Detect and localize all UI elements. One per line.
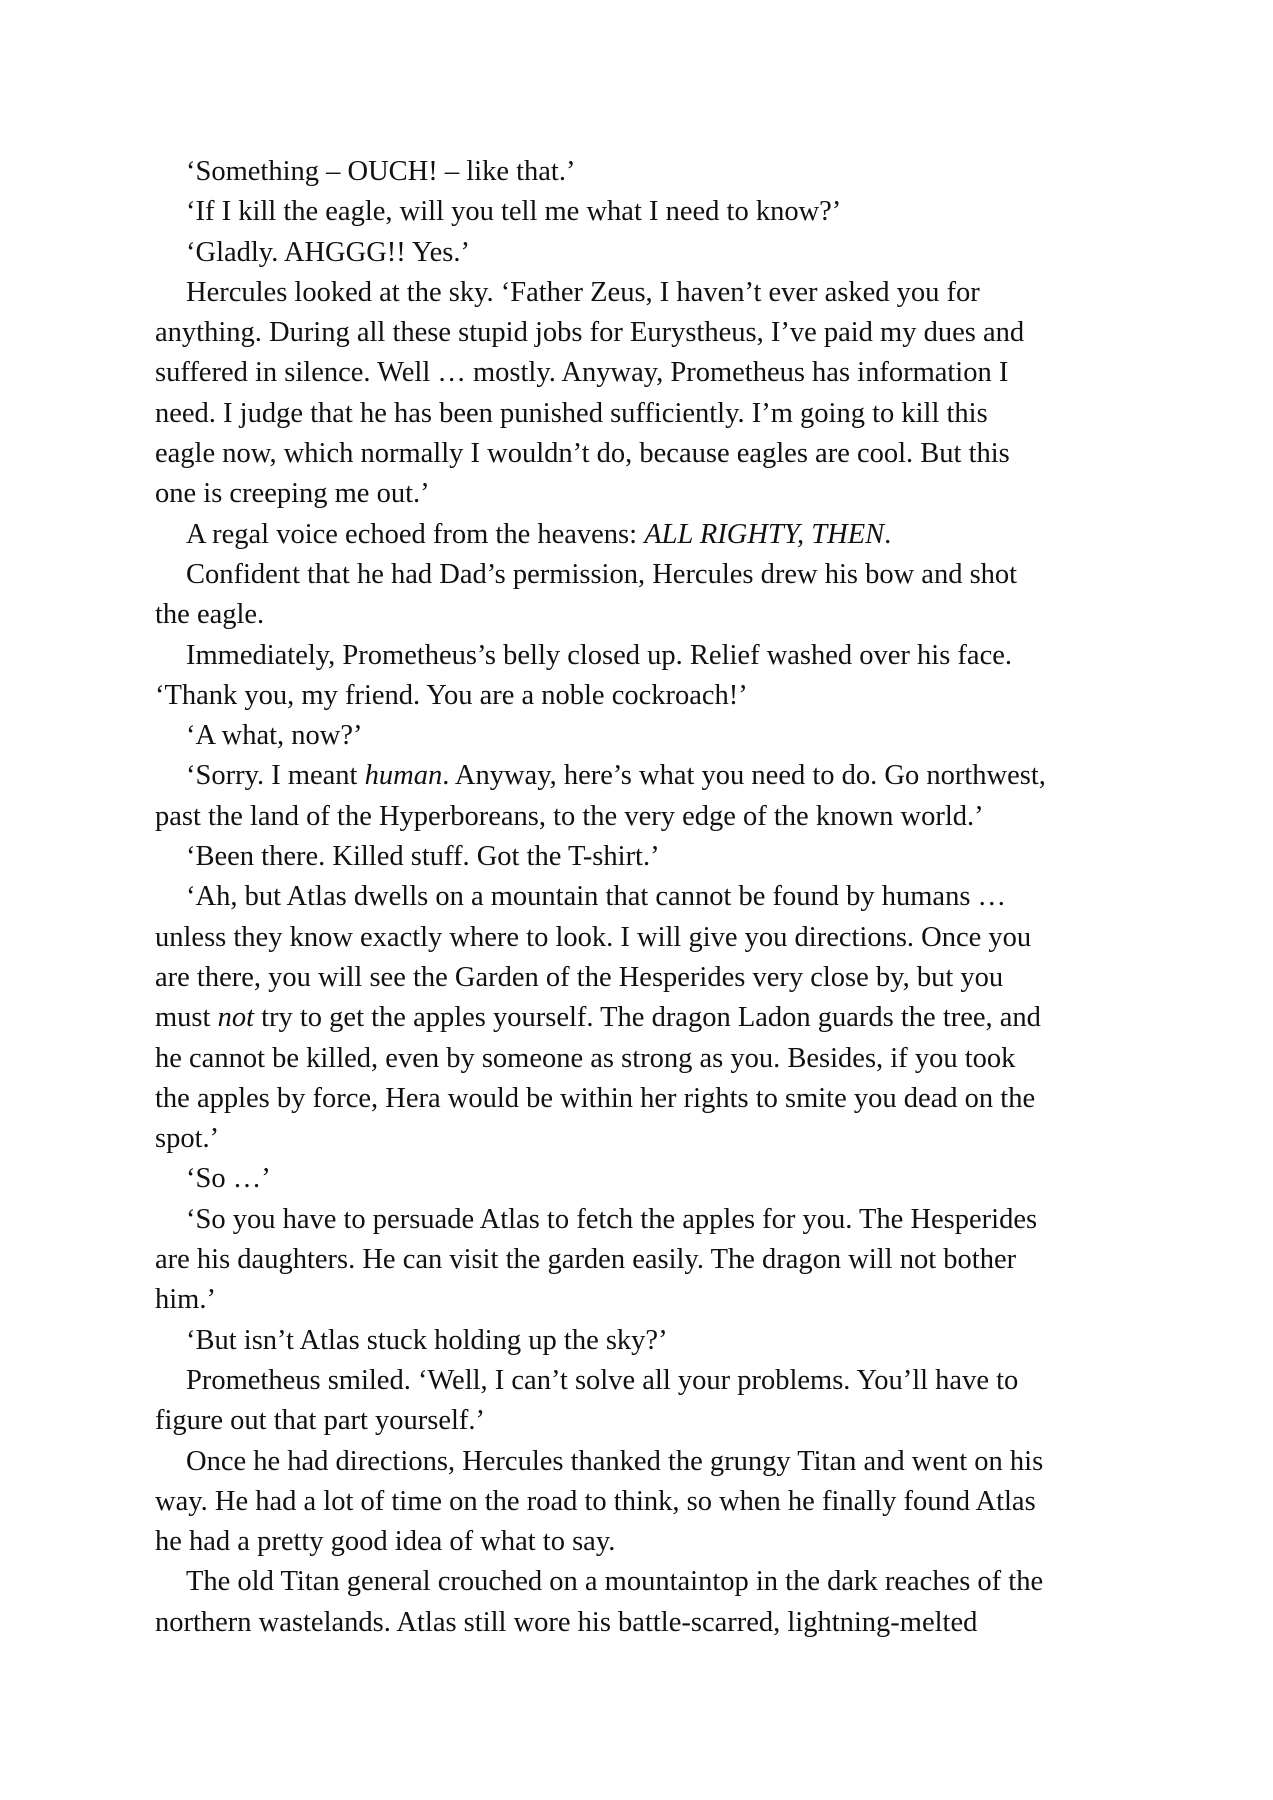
text-segment: ‘A what, now?’ xyxy=(186,720,363,752)
text-segment: unless they know exactly where to look. I will give you directions. Once you xyxy=(155,921,1032,953)
text-line xyxy=(155,1119,1135,1159)
text-line xyxy=(155,797,1135,837)
text-segment: are his daughters. He can visit the garden easily. The dragon will not bother xyxy=(155,1244,1017,1276)
text-line xyxy=(155,958,1135,998)
text-line xyxy=(155,152,1135,192)
text-line xyxy=(155,1562,1135,1602)
text-segment: A regal voice echoed from the heavens: xyxy=(186,518,645,550)
text-segment: past the land of the Hyperboreans, to the very edge of the known world.’ xyxy=(155,800,984,832)
text-line xyxy=(155,636,1135,676)
italic-text-segment: ALL RIGHTY, THEN xyxy=(644,518,885,550)
text-segment: suffered in silence. Well … mostly. Anyway, Prometheus has information I xyxy=(155,357,1009,389)
text-line xyxy=(155,353,1135,393)
text-segment: the apples by force, Hera would be within her rights to smite you dead on the xyxy=(155,1082,1036,1114)
text-segment: anything. During all these stupid jobs for Eurystheus, I’ve paid my dues and xyxy=(155,317,1025,349)
text-line xyxy=(155,1321,1135,1361)
text-segment: one is creeping me out.’ xyxy=(155,478,430,510)
text-segment: ‘Been there. Killed stuff. Got the T-shirt.’ xyxy=(186,841,660,873)
text-segment: . Anyway, here’s what you need to do. Go northwest, xyxy=(442,760,1046,792)
text-segment: must xyxy=(155,1002,218,1034)
text-line xyxy=(155,474,1135,514)
text-line xyxy=(155,555,1135,595)
text-segment: Prometheus smiled. ‘Well, I can’t solve all your problems. You’ll have to xyxy=(186,1364,1019,1396)
text-line xyxy=(155,716,1135,756)
text-line xyxy=(155,1401,1135,1441)
text-line xyxy=(155,1361,1135,1401)
text-segment: eagle now, which normally I wouldn’t do, because eagles are cool. But this xyxy=(155,438,1010,470)
text-line xyxy=(155,1522,1135,1562)
text-segment: . xyxy=(884,518,892,550)
text-segment: ‘Ah, but Atlas dwells on a mountain that cannot be found by humans … xyxy=(186,881,1007,913)
text-segment: ‘So …’ xyxy=(186,1163,271,1195)
text-segment: Hercules looked at the sky. ‘Father Zeus, I haven’t ever asked you for xyxy=(186,276,980,308)
text-line xyxy=(155,756,1135,796)
text-segment: him.’ xyxy=(155,1284,216,1316)
text-segment: ‘Sorry. I meant xyxy=(186,760,365,792)
text-line xyxy=(155,1240,1135,1280)
text-line xyxy=(155,1079,1135,1119)
text-segment: spot.’ xyxy=(155,1123,220,1155)
text-segment: ‘If I kill the eagle, will you tell me what I need to know?’ xyxy=(186,196,842,228)
text-line xyxy=(155,1280,1135,1320)
text-segment: ‘Gladly. AHGGG!! Yes.’ xyxy=(186,236,470,268)
text-segment: try to get the apples yourself. The dragon Ladon guards the tree, and xyxy=(253,1002,1041,1034)
italic-text-segment: human xyxy=(364,760,443,792)
text-line xyxy=(155,877,1135,917)
text-line xyxy=(155,595,1135,635)
text-segment: ‘Something – OUCH! – like that.’ xyxy=(186,156,576,187)
text-line xyxy=(155,676,1135,716)
text-line xyxy=(155,1159,1135,1199)
text-line xyxy=(155,1482,1135,1522)
text-line xyxy=(155,192,1135,232)
text-line xyxy=(155,394,1135,434)
text-segment: need. I judge that he has been punished sufficiently. I’m going to kill this xyxy=(155,397,988,429)
italic-text-segment: not xyxy=(217,1002,254,1034)
text-line xyxy=(155,273,1135,313)
text-line xyxy=(155,1442,1135,1482)
text-segment: way. He had a lot of time on the road to think, so when he finally found Atlas xyxy=(155,1485,1036,1517)
text-segment: the eagle. xyxy=(155,599,265,631)
text-line xyxy=(155,233,1135,273)
text-segment: Confident that he had Dad’s permission, Hercules drew his bow and shot xyxy=(186,558,1018,590)
text-segment: northern wastelands. Atlas still wore his battle-scarred, lightning-melted xyxy=(155,1606,978,1638)
text-line xyxy=(155,1603,1135,1643)
text-segment: are there, you will see the Garden of the Hesperides very close by, but you xyxy=(155,961,1004,993)
text-segment: ‘But isn’t Atlas stuck holding up the sky?’ xyxy=(186,1324,668,1356)
text-line xyxy=(155,918,1135,958)
text-line xyxy=(155,313,1135,353)
text-segment: ‘So you have to persuade Atlas to fetch the apples for you. The Hesperides xyxy=(186,1203,1038,1235)
text-line xyxy=(155,837,1135,877)
text-line xyxy=(155,515,1135,555)
text-segment: ‘Thank you, my friend. You are a noble cockroach!’ xyxy=(155,679,748,711)
text-segment: figure out that part yourself.’ xyxy=(155,1405,486,1437)
text-segment: he had a pretty good idea of what to say. xyxy=(155,1526,616,1558)
text-segment: The old Titan general crouched on a mountaintop in the dark reaches of the xyxy=(186,1566,1044,1598)
book-page-text xyxy=(155,152,1135,1643)
text-segment: he cannot be killed, even by someone as strong as you. Besides, if you took xyxy=(155,1042,1016,1074)
text-line xyxy=(155,998,1135,1038)
text-segment: Immediately, Prometheus’s belly closed up. Relief washed over his face. xyxy=(186,639,1012,671)
text-segment: Once he had directions, Hercules thanked the grungy Titan and went on his xyxy=(186,1445,1044,1477)
text-line xyxy=(155,1039,1135,1079)
text-line xyxy=(155,434,1135,474)
text-line xyxy=(155,1200,1135,1240)
